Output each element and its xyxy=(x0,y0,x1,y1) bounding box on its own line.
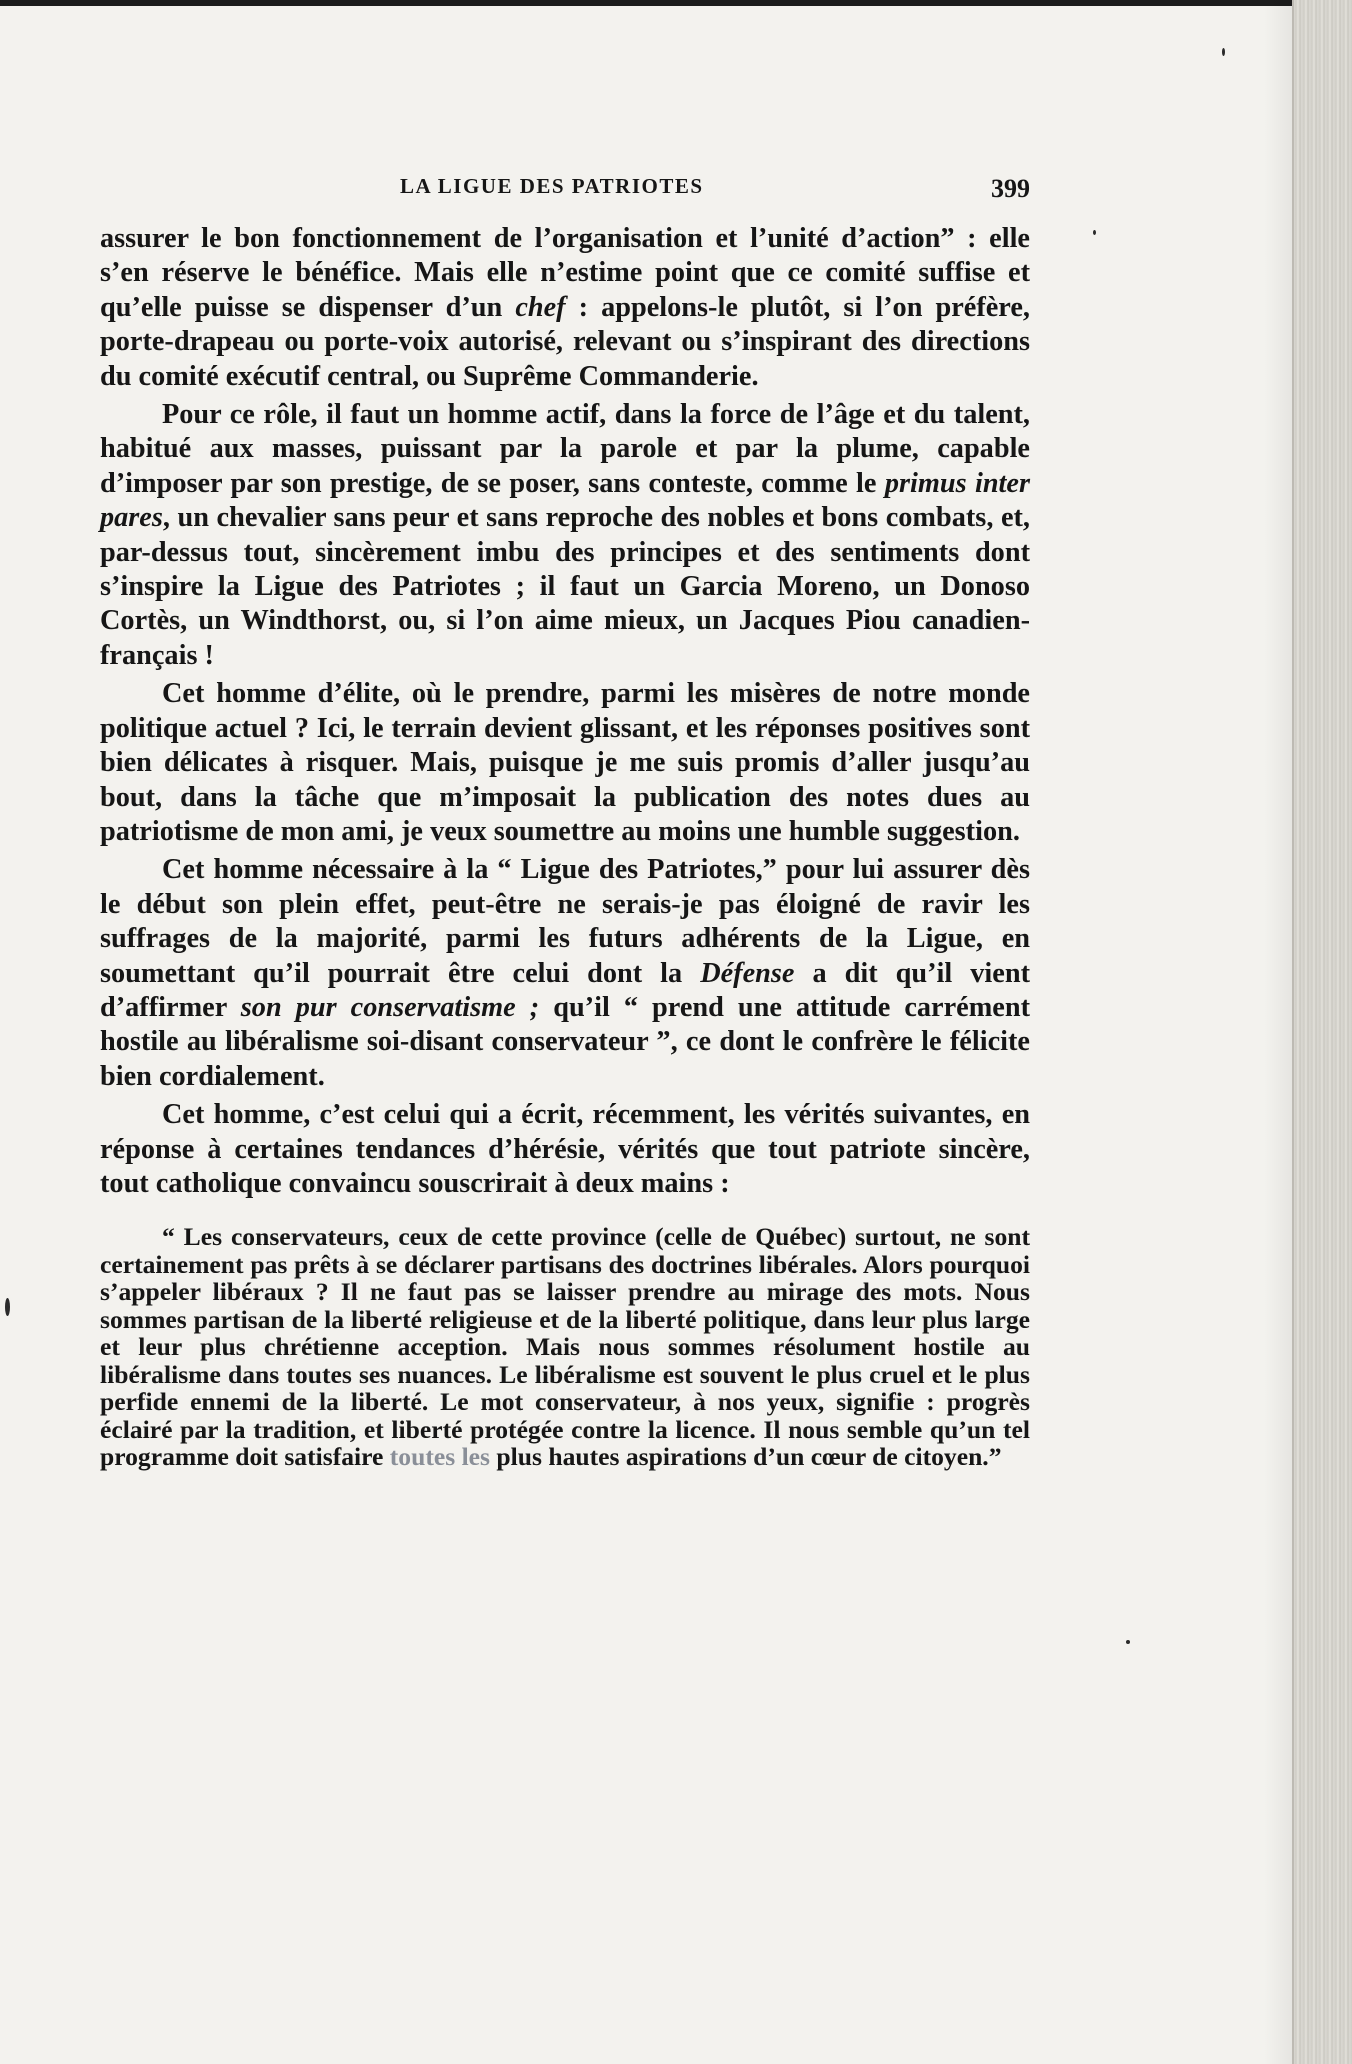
paragraph: Cet homme d’élite, où le prendre, parmi les misères de notre monde politique actuel ? Ici, le terrain devient glissant, et les réponses positives sont bien délicates à risquer. Mais, puisque je me suis promis d’aller jusqu’au bout, dans la tâche que m’imposait la publication des notes dues au patriotisme de mon ami, je veux soumettre au moins une humble suggestion. xyxy=(100,678,1030,847)
page-content xyxy=(100,170,1030,1471)
italic-term: Défense xyxy=(700,957,795,989)
running-title: LA LIGUE DES PATRIOTES xyxy=(400,174,704,198)
paragraph-text: assurer le bon fonctionnement de l’organisation et l’unité d’action” : elle s’en réserve le bénéfice. Mais elle n’estime point que ce comité suffise et qu’elle puisse se dispenser d’un xyxy=(100,223,1030,323)
paragraph-text: Cet homme nécessaire à la “ Ligue des Patriotes,” pour lui assurer dès le début son plein effet, peut-être ne serais-je pas éloigné de ravir les suffrages de la majorité, parmi les futurs adhérents de la Ligue, en soumettant qu’il pourrait être celui dont la xyxy=(100,854,1030,989)
dust-speck xyxy=(1093,230,1096,235)
paragraph-text: Pour ce rôle, il faut un homme actif, dans la force de l’âge et du talent, habitué aux masses, puissant par la parole et par la plume, capable d’imposer par son prestige, de se poser, sans conteste, comme le xyxy=(100,399,1030,499)
paragraph xyxy=(100,853,1030,1094)
gutter-shadow xyxy=(1264,0,1294,2064)
running-header xyxy=(100,170,1030,210)
dust-speck xyxy=(1222,48,1225,56)
paragraph-text: : appelons-le plutôt, si l’on préfère, porte-drapeau ou porte-voix autorisé, relevant ou s’inspirant des directions du comité exécutif central, ou Suprême Commanderie. xyxy=(100,291,1030,392)
block-quote xyxy=(100,1223,1030,1471)
paragraph-text: , un chevalier sans peur et sans reproche des nobles et bons combats, et, par-dessus tout, sincèrement imbu des principes et des sentiments dont s’inspire la Ligue des Patriotes ; il faut un Garcia Moreno, un Donoso Cortès, un Windthorst, ou, si l’on aime mieux, un Jacques Piou canadien-français ! xyxy=(100,502,1030,671)
page-number: 399 xyxy=(991,174,1030,203)
faded-text: toutes les xyxy=(389,1442,491,1472)
italic-term: primus inter pares xyxy=(100,467,1030,534)
paragraph xyxy=(100,222,1030,394)
paragraph-text: a dit qu’il vient d’affirmer xyxy=(100,957,1030,1023)
italic-term: chef xyxy=(515,291,566,323)
scan-top-edge xyxy=(0,0,1352,6)
quote-text: plus hautes aspirations d’un cœur de citoyen.” xyxy=(490,1442,1002,1472)
paragraph xyxy=(100,398,1030,673)
dust-speck xyxy=(1126,1640,1130,1644)
quote-text: “ Les conservateurs, ceux de cette province (celle de Québec) surtout, ne sont certainement pas prêts à se déclarer partisans des doctrines libérales. Alors pourquoi s’appeler libéraux ? Il ne faut pas se laisser prendre au mirage des mots. Nous sommes partisan de la liberté religieuse et de la liberté politique, dans leur plus large et leur plus chrétienne acception. Mais nous sommes résolument hostile au libéralisme dans toutes ses nuances. Le libéralisme est souvent le plus cruel et le plus perfide ennemi de la liberté. Le mot conservateur, à nos yeux, signifie : progrès éclairé par la tradition, et liberté protégée contre la licence. Il nous semble qu’un tel programme doit satisfaire xyxy=(100,1222,1030,1472)
italic-term: son pur conservatisme ; xyxy=(240,991,540,1023)
dust-speck xyxy=(5,1298,10,1316)
paragraph-text: qu’il “ prend une attitude carrément hostile au libéralisme soi-disant conservateur ”, ce dont le confrère le félicite bien cordialement. xyxy=(100,991,1030,1092)
paragraph: Cet homme, c’est celui qui a écrit, récemment, les vérités suivantes, en réponse à certaines tendances d’hérésie, vérités que tout patriote sincère, tout catholique convaincu souscrirait à deux mains : xyxy=(100,1099,1030,1199)
book-page-edges xyxy=(1292,0,1352,2064)
